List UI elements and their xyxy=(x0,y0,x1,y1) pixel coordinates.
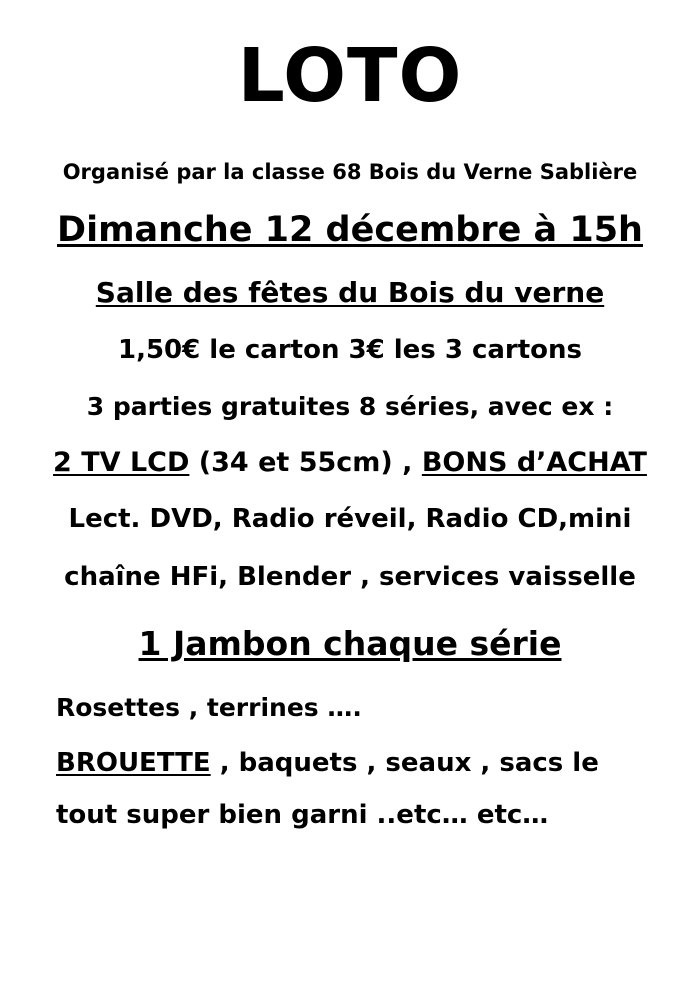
prize-tv-label: 2 TV LCD xyxy=(53,446,190,478)
prize-tv-detail: (34 et 55cm) , xyxy=(189,446,422,478)
games-info: 3 parties gratuites 8 séries, avec ex : xyxy=(86,391,614,421)
event-datetime-text: Dimanche 12 décembre à 15h xyxy=(57,209,643,250)
organiser-text: Organisé par la classe 68 Bois du Verne Sablière xyxy=(62,159,638,184)
prize-ham-text: 1 Jambon chaque série xyxy=(138,623,562,663)
prize-list-line-2: chaîne HFi, Blender , services vaisselle xyxy=(64,561,636,592)
prize-vouchers-label: BONS d’ACHAT xyxy=(421,446,647,478)
ticket-prices: 1,50€ le carton 3€ les 3 cartons xyxy=(117,334,583,365)
event-venue xyxy=(14,276,686,309)
prize-rosettes-line: Rosettes , terrines …. xyxy=(56,692,362,722)
prize-brouette-detail: , baquets , seaux , sacs le xyxy=(210,747,599,778)
prize-ham-line xyxy=(14,624,686,663)
page-title: LOTO xyxy=(237,33,463,119)
prize-brouette-line-2: tout super bien garni ..etc… etc… xyxy=(56,799,549,830)
loto-poster xyxy=(0,33,700,984)
prize-brouette-line xyxy=(14,748,686,778)
prize-brouette-label: BROUETTE xyxy=(56,747,211,778)
event-venue-text: Salle des fêtes du Bois du verne xyxy=(95,275,605,309)
event-datetime xyxy=(14,210,686,250)
prize-tv-line xyxy=(14,447,686,478)
prize-list-line-1: Lect. DVD, Radio réveil, Radio CD,mini xyxy=(68,503,632,534)
